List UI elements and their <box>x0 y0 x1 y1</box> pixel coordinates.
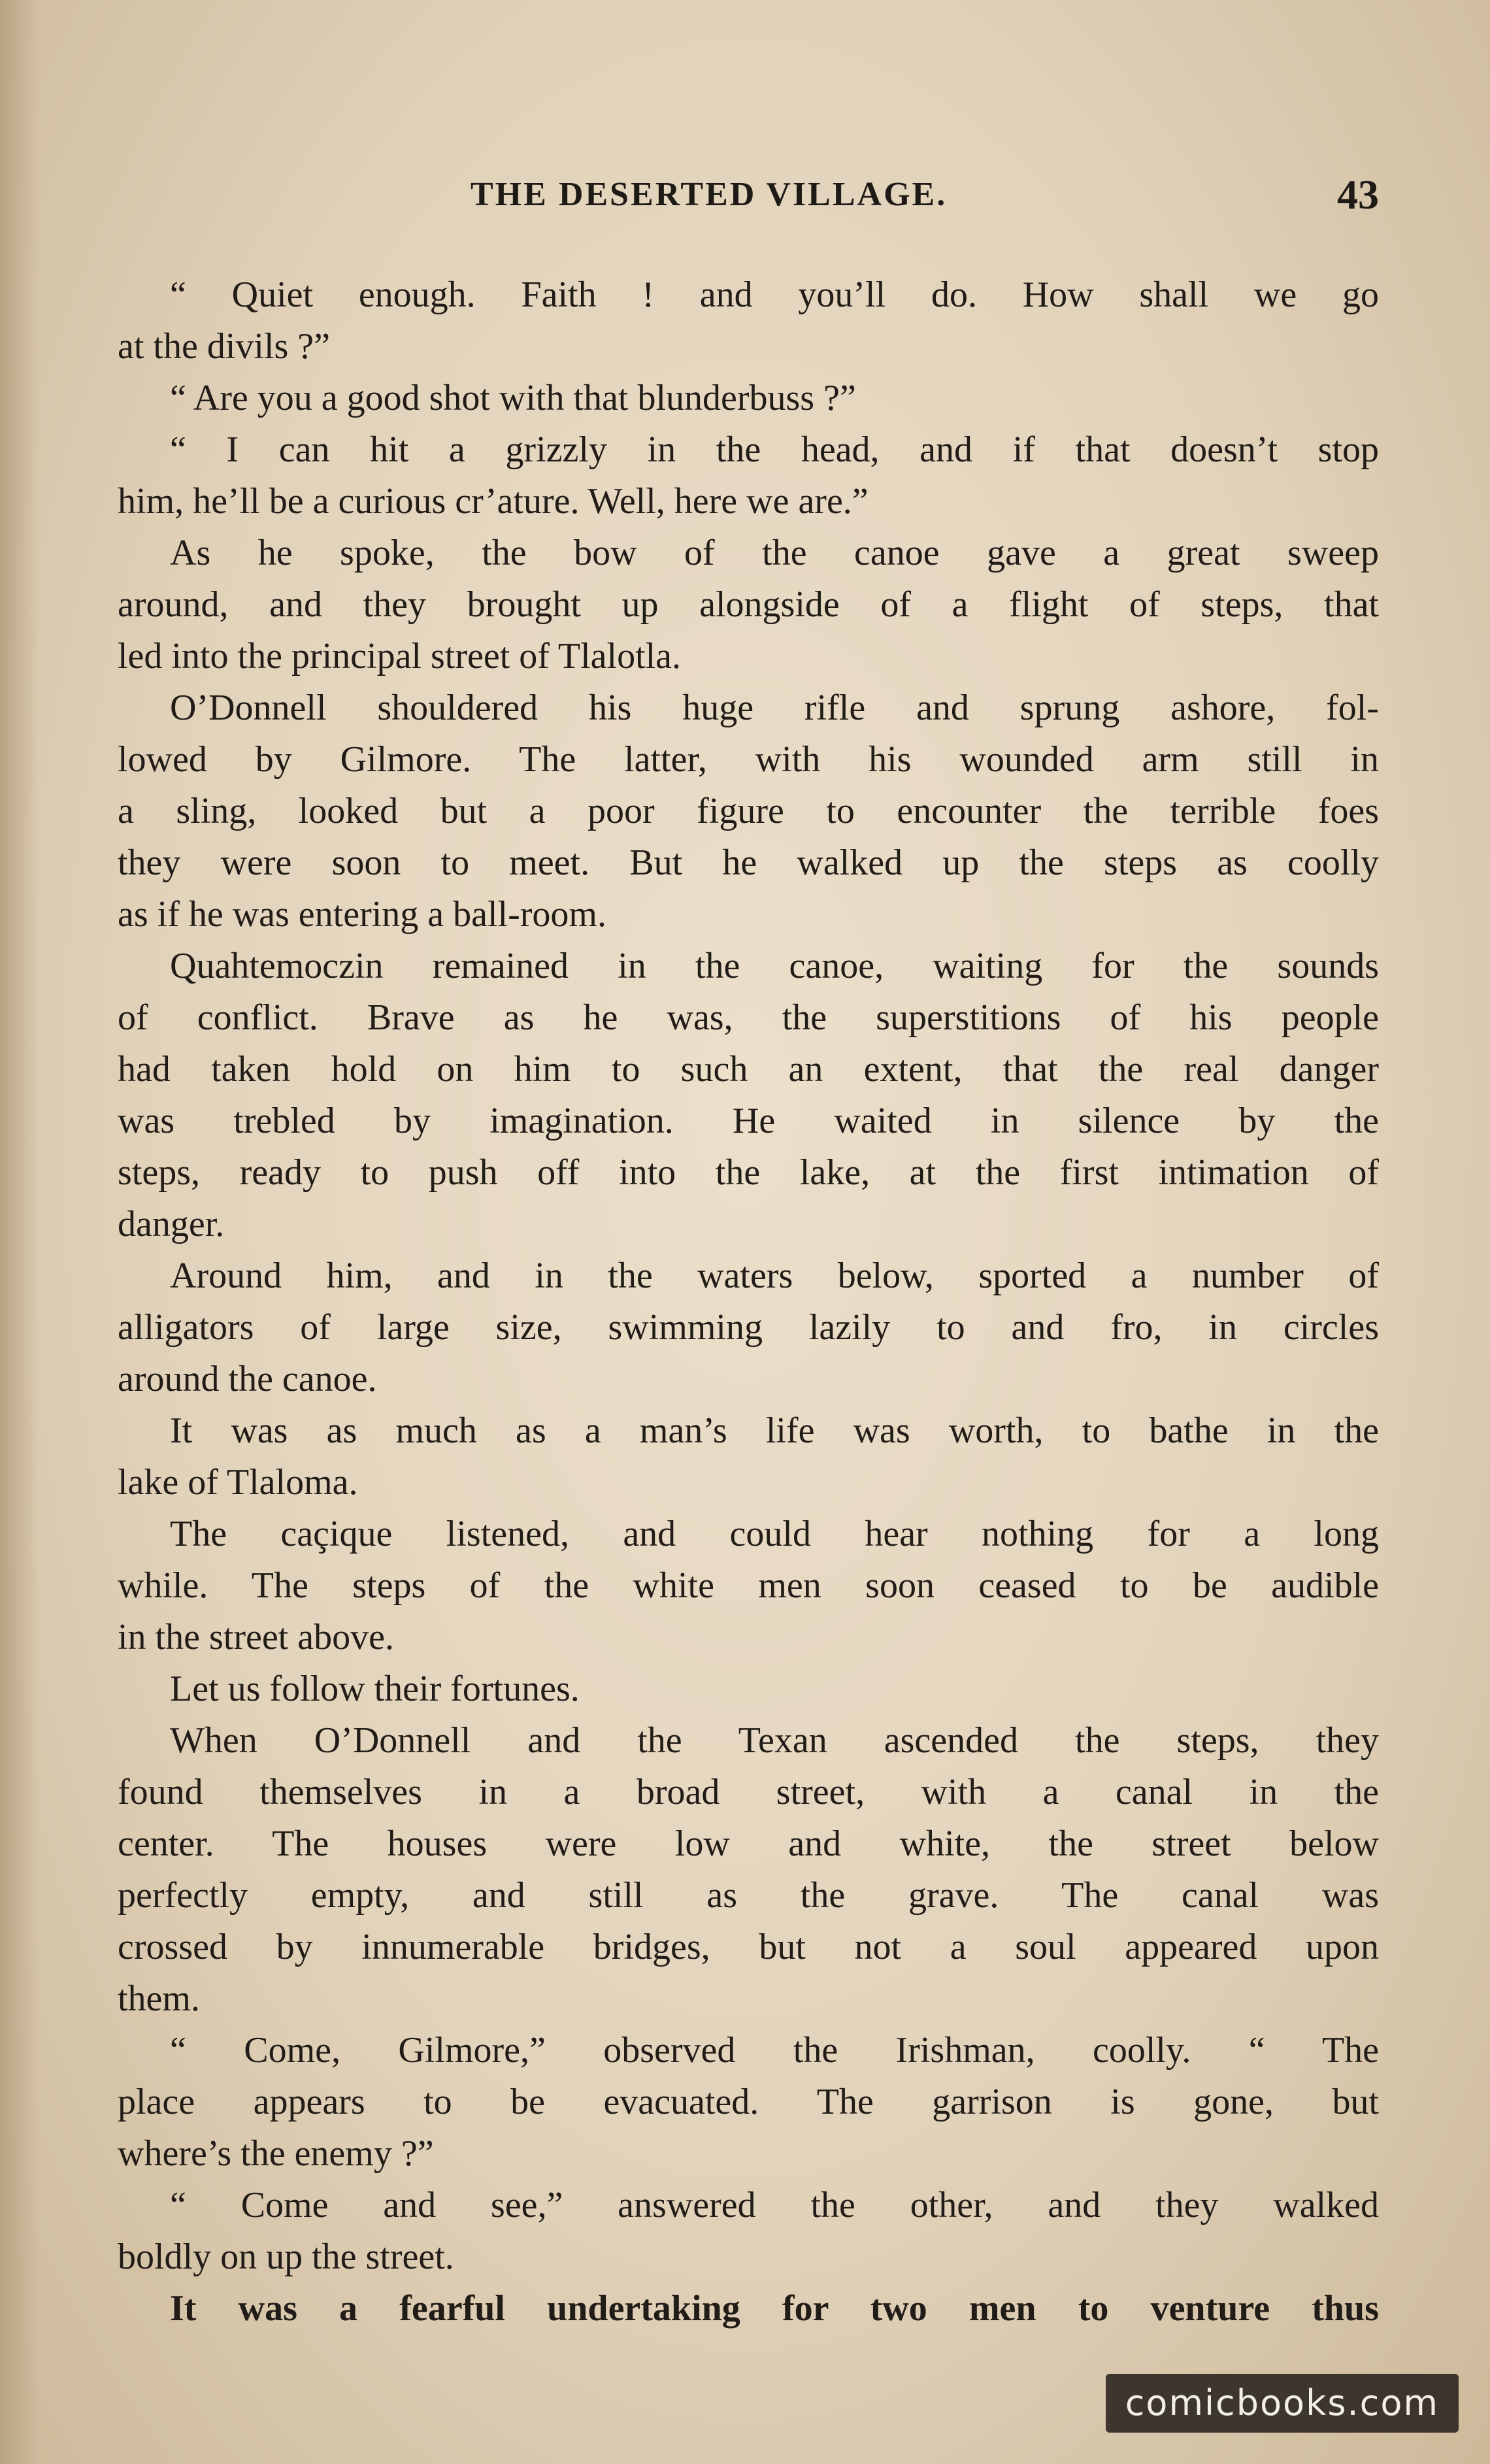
page-header <box>118 169 1379 221</box>
text-line: him, he’ll be a curious cr’ature. Well, here we are.” <box>118 481 869 522</box>
text-line: in the street above. <box>118 1617 394 1657</box>
text-line: of conflict. Brave as he was, the superstitions of his people <box>118 997 1379 1038</box>
page-number: 43 <box>1337 171 1379 218</box>
text-line: When O’Donnell and the Texan ascended the steps, they <box>170 1720 1379 1761</box>
text-line: It was as much as a man’s life was worth, to bathe in the <box>170 1410 1379 1451</box>
text-line: center. The houses were low and white, the street below <box>118 1823 1379 1864</box>
text-line: Quahtemoczin remained in the canoe, waiting for the sounds <box>170 946 1379 986</box>
watermark: comicbooks.com <box>1106 2374 1459 2433</box>
text-line: lowed by Gilmore. The latter, with his wounded arm still in <box>118 739 1379 780</box>
text-line: place appears to be evacuated. The garrison is gone, but <box>118 2082 1379 2122</box>
text-line: Let us follow their fortunes. <box>170 1669 580 1709</box>
page-edge-shadow <box>0 0 39 2464</box>
text-line: found themselves in a broad street, with a canal in the <box>118 1772 1379 1812</box>
text-line: where’s the enemy ?” <box>118 2133 434 2174</box>
text-line: Around him, and in the waters below, sported a number of <box>170 1256 1379 1296</box>
text-line: O’Donnell shouldered his huge rifle and sprung ashore, fol- <box>170 688 1379 728</box>
text-line: lake of Tlaloma. <box>118 1462 358 1503</box>
text-line: The caçique listened, and could hear nothing for a long <box>170 1514 1379 1554</box>
text-line: a sling, looked but a poor figure to encounter the terrible foes <box>118 791 1379 831</box>
text-line: had taken hold on him to such an extent, that the real danger <box>118 1049 1379 1090</box>
text-line: perfectly empty, and still as the grave. The canal was <box>118 1875 1379 1916</box>
text-line: around the canoe. <box>118 1359 377 1399</box>
text-line: alligators of large size, swimming lazily to and fro, in circles <box>118 1307 1379 1348</box>
text-line: boldly on up the street. <box>118 2237 454 2277</box>
body-text <box>118 269 1379 2335</box>
text-line: was trebled by imagination. He waited in silence by the <box>118 1101 1379 1141</box>
text-line: “ Are you a good shot with that blunderbuss ?” <box>170 378 856 418</box>
text-line: crossed by innumerable bridges, but not a soul appeared upon <box>118 1927 1379 1967</box>
text-line: while. The steps of the white men soon ceased to be audible <box>118 1565 1379 1606</box>
text-line: they were soon to meet. But he walked up the steps as coolly <box>118 842 1379 883</box>
text-line: “ Come and see,” answered the other, and they walked <box>170 2185 1379 2225</box>
text-line: at the divils ?” <box>118 326 331 367</box>
running-head: THE DESERTED VILLAGE. <box>471 176 948 213</box>
text-line: It was a fearful undertaking for two men to venture thus <box>170 2288 1379 2329</box>
text-line: steps, ready to push off into the lake, at the first intimation of <box>118 1152 1379 1193</box>
text-line: around, and they brought up alongside of a flight of steps, that <box>118 584 1379 625</box>
text-line: as if he was entering a ball-room. <box>118 894 606 935</box>
text-line: danger. <box>118 1204 225 1244</box>
text-line: “ I can hit a grizzly in the head, and if that doesn’t stop <box>170 429 1379 470</box>
text-line: “ Quiet enough. Faith ! and you’ll do. How shall we go <box>170 275 1379 315</box>
text-line: As he spoke, the bow of the canoe gave a great sweep <box>170 533 1379 573</box>
text-line: led into the principal street of Tlalotla. <box>118 636 682 676</box>
text-line: them. <box>118 1978 200 2019</box>
text-line: “ Come, Gilmore,” observed the Irishman, coolly. “ The <box>170 2030 1379 2071</box>
